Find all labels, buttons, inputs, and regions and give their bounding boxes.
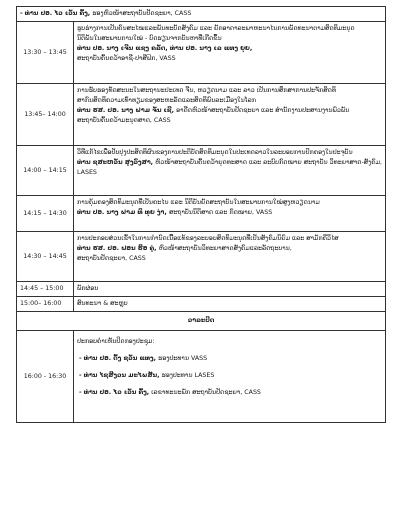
speaker-name: ທ່ານ ປອ. ນາງ ເຈີນ ແຊງ ຄລັດ, ທ່ານ ປອ. ນາງ ເລ ແທງ ຍຸຍ, [76, 45, 253, 52]
session-topic-line: ການປະກອບສ່ວນເຂົ້າໃນການກຳນົດເນື້ອແທ້ຂອງລະບອບສິດທິມະນຸດທີ່ເປັນສັງຄົມນິຍົມ ແລະ ສາມັກຄີວິໄສ [76, 235, 339, 242]
session-details [73, 196, 385, 232]
section-title: ວາລະປິດ [17, 312, 386, 331]
speaker-org: ສະຖາບັນຄົ້ນຄວ້າມະນຸດສາດ, CASS [76, 117, 171, 124]
table-row [17, 282, 386, 297]
agenda-table [16, 6, 386, 423]
speaker-role: ຮອງຫົວໜ້າສະຖາບັນປັດຊະຍາ, CASS [90, 10, 192, 17]
speaker-name: ທ່ານ ປອ. ນາງ ຟາມ ທິ ທຸຍ ງ່າ, [76, 209, 169, 216]
speaker-name: - ທ່ານ ປອ. ໄວ ເວັນ ຄົ້ງ, [78, 389, 150, 396]
table-row [17, 84, 386, 146]
table-row [17, 232, 386, 282]
discussion-label: ສົນທະນາ & ສະຫຼຸບ [73, 297, 385, 312]
table-row [17, 297, 386, 312]
speaker-name: ທ່ານ ຮສ. ປອ. ນາງ ຟາມ ຈັນ ເຊີ, [76, 107, 177, 114]
speaker-name: ທ່ານ ຊສະຫວັນ ສູງວົງສາ, [76, 159, 154, 166]
closing-intro: ປະກອບຄຳເຫັນປິດກອງປະຊຸມ: [76, 338, 155, 345]
session-details [73, 232, 385, 282]
speaker-name: - ທ່ານ ປອ. ໄວ ເວັນ ຄົ້ງ, [20, 10, 91, 17]
break-label: ພັກຜ່ອນ [73, 282, 385, 297]
speaker-org: ສະຖາບັນຄົ້ນຄວ້າອາຊີ-ປາສີຟິກ, VASS [76, 55, 176, 62]
session-time: 13:30 – 13:45 [17, 22, 74, 84]
table-row [17, 312, 386, 331]
session-topic-line: ການຮັບຮອງທັດສະນະໃນສະຖານະປະເທດ ຈີນ, ຫວຽດນາມ ແລະ ລາວ ເປັນການສຶກສາການປະຈັກສິດທິ [76, 87, 336, 94]
table-row [17, 22, 386, 84]
speaker-org: ສະຖາບັນປັດຊະຍາ, CASS [76, 255, 146, 262]
speaker-role: ເລຂາທະນະພັກ ສະຖາບັນປັດຊະຍາ, CASS [149, 389, 261, 396]
table-row [17, 7, 386, 22]
discussion-time: 15:00– 16:00 [17, 297, 74, 312]
session-details [73, 146, 385, 196]
closing-details [73, 331, 385, 423]
session-time: 14:30 – 14:45 [17, 232, 74, 282]
table-row [17, 196, 386, 232]
speaker-org: LASES [76, 169, 97, 176]
session-topic-line: ນິຕິພັນໃນສະພາບການໃໝ່ - ບົດຮຽນຈາກບັນຫາທີ່ເກີດຂຶ້ນ [76, 35, 222, 42]
speaker-role: ຮອງປະທານ VASS [156, 355, 208, 362]
session-topic-line: ວິທີແກ້ໄຂເພື່ອປັບປຸງປະສິດທິຜົນຂອງການປະຕິບັດສິດທິມະນຸດໃນປະເທດລາວໃນລະບອບການປົກຄອງໃນປະຈຸບັນ [76, 149, 353, 156]
table-row [17, 146, 386, 196]
speaker-name: - ທ່ານ ປອ. ດົ້ງ ຊວັນ ແທງ, [78, 355, 157, 362]
session-topic-line: ການຄຸ້ມຄອງສິດທິມະນຸດທີ່ເປັນຄະໄນ ແລະ ນິຕິບັນຍັດສະຖາບັນໃນສະພາບການໃໝ່ສູງຫວຽດນາມ [76, 199, 320, 206]
speaker-role: ຮອງປະທານ LASES [159, 372, 215, 379]
session-topic-line: ຮູບຮ່າງການເປັນຄົນສະໄໝແລະພັນທະບັດສັງຄົມ ແລະ ຍັກອາດາລະພາຫະນາໄນການພັດທະນາຕາມສິດທິມະນຸດ [76, 25, 355, 32]
closing-time: 16:00 - 16:30 [17, 331, 74, 423]
continued-speaker-cell [17, 7, 386, 22]
session-details [73, 22, 385, 84]
speaker-role: ຫົວໜ້າສະຖາບັນວິທະຍາສາດສັງຄົມແລະລັດຖະບານ, [158, 245, 292, 252]
speaker-role: ອາດີດຫົວໜ້າສະຖາບັນປັດຊະຍາ ແລະ ສຳນັກງານປະສານງານພົວພັນ [176, 107, 350, 114]
session-time: 13:45– 14:00 [17, 84, 74, 146]
break-time: 14:45 – 15:00 [17, 282, 74, 297]
speaker-role: ສະຖາບັນນິຕິສາດ ແລະ ກົດໝາຍ, VASS [168, 209, 273, 216]
session-details [73, 84, 385, 146]
agenda-page [16, 0, 386, 516]
speaker-name: - ທ່ານ ໄຊສີງວນ ມະໄພສັນ, [78, 372, 160, 379]
session-topic-line: ສາກົນສິດທິຄວາມເທົ່າທຽມຂອງສະຫະລັດແລະສິດທິພົນລະເມືອງໃນໂລກ [76, 97, 256, 104]
session-time: 14:00 – 14:15 [17, 146, 74, 196]
table-row [17, 331, 386, 423]
speaker-name: ທ່ານ ຮສ. ປອ. ຝອນ ຮິອ ຄູ່, [76, 245, 159, 252]
session-time: 14:15 – 14:30 [17, 196, 74, 232]
speaker-role: ຫົວໜ້າສະຖາບັນຄົ້ນຄວ້າຍຸດທະສາດ ແລະ ລະບົບກົດໝາຍ ສະຖາບັນ ວິທະຍາສາດ-ສັງຄົມ, [153, 159, 382, 166]
